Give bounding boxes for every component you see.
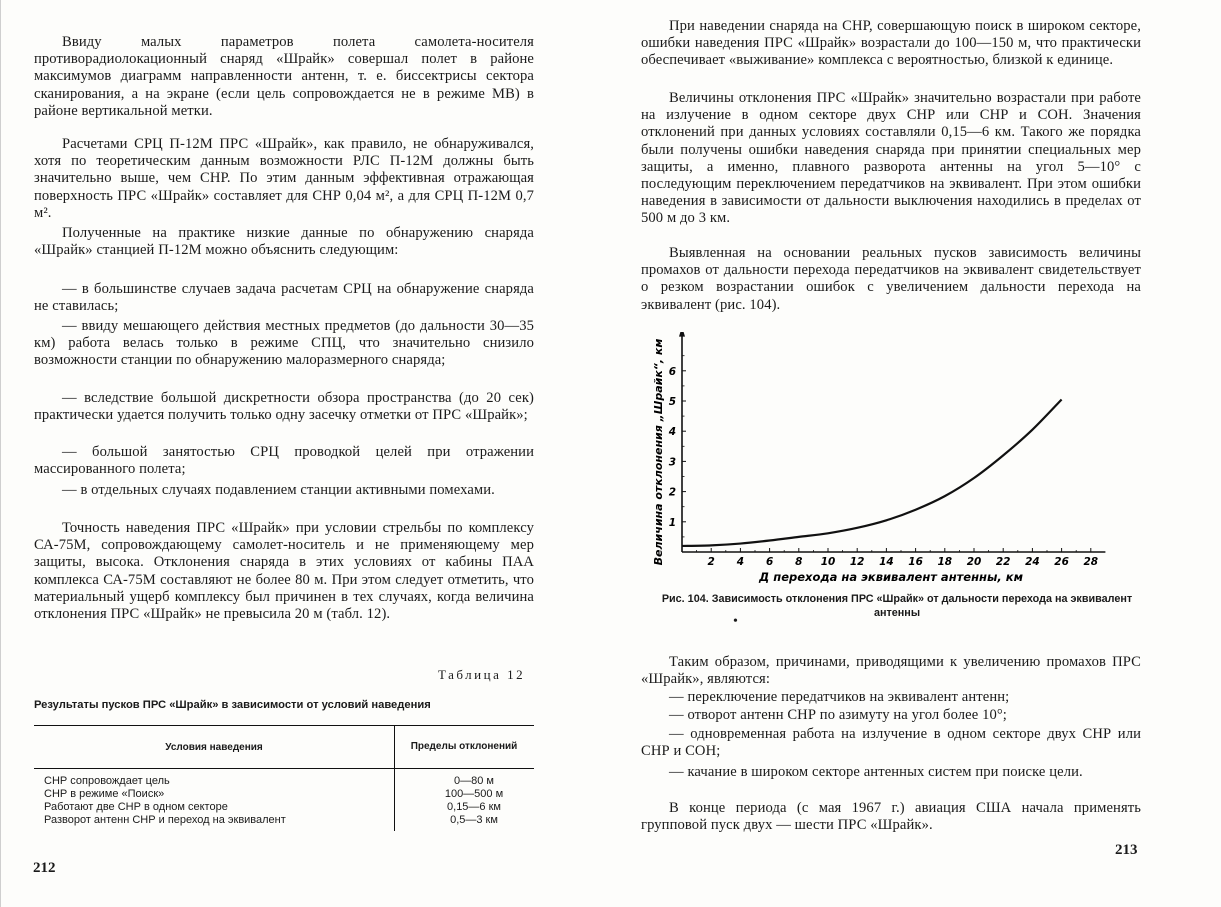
y-tick-label: 4 (668, 426, 676, 439)
y-tick-label: 1 (668, 516, 676, 529)
paragraph: — качание в широком секторе антенных систем при поиске цели. (669, 764, 1083, 780)
paragraph: Расчетами СРЦ П-12М ПРС «Шрайк», как правило, не обнаруживался, хотя по теоретическим данным возможности РЛС П-12М должны быть значительно выше, чем СНР. По этим данным эффективная отражающая поверхность ПРС «Шрайк» составляет для СНР 0,04 м², а для СРЦ П-12М 0,7 м². (34, 136, 534, 221)
paragraph: — переключение передатчиков на эквивалент антенн; (669, 689, 1010, 705)
paragraph: — ввиду мешающего действия местных предметов (до дальности 30—35 км) работа велась только в режиме СПЦ, что значительно снизило возможности станции по обнаружению малоразмерного снаряда; (34, 318, 534, 369)
paragraph: Точность наведения ПРС «Шрайк» при условии стрельбы по комплексу СА-75М, сопровождающему самолет-носитель и не применяющему мер защиты, высока. Отклонения снаряда в этих условиях от кабины ПАА комплекса СА-75М составляют не более 80 м. При этом следует отметить, что материальный ущерб комплексу был причинен в тех случаях, когда величина отклонения ПРС «Шрайк» не превысила 20 м (табл. 12). (34, 520, 534, 623)
figure-caption: Рис. 104. Зависимость отклонения ПРС «Шрайк» от дальности перехода на эквивалент антенны (661, 593, 1133, 619)
paragraph: Ввиду малых параметров полета самолета-носителя противорадиолокационный снаряд «Шрайк» совершал полет в районе максимумов диаграмм направленности антенн, т. е. биссектрисы сектора сканирования, а на экране (если цель сопровождается не в режиме МВ) в районе вертикальной метки. (34, 34, 534, 119)
table-cell-condition: Работают две СНР в одном секторе (44, 801, 228, 813)
table-header-ranges: Пределы отклонений (394, 726, 533, 768)
deviation-curve (682, 399, 1062, 545)
chart-x-axis-label: Д перехода на эквивалент антенны, км (759, 570, 1023, 584)
x-tick-label: 10 (820, 556, 836, 568)
x-tick-label: 26 (1054, 556, 1069, 568)
y-tick-label: 6 (668, 365, 676, 378)
table-cell-condition: СНР в режиме «Поиск» (44, 788, 165, 800)
page-number-right: 213 (1115, 842, 1138, 858)
y-axis-arrow (679, 332, 685, 337)
table-caption: Таблица 12 (438, 667, 526, 682)
paragraph: Выявленная на основании реальных пусков зависимость величины промахов от дальности перехода передатчиков на эквивалент свидетельствует о резком возрастании ошибок с увеличением дальности перехода на эквивалент (рис. 104). (641, 245, 1141, 313)
paragraph: — отворот антенн СНР по азимуту на угол более 10°; (669, 707, 1007, 723)
table-cell-range: 0,15—6 км (447, 801, 501, 813)
left-page (1, 0, 601, 907)
x-tick-label: 16 (908, 556, 923, 568)
table-row (44, 775, 524, 788)
table-cell-range: 0—80 м (454, 775, 494, 787)
x-tick-label: 24 (1025, 556, 1040, 568)
table-header-conditions: Условия наведения (165, 741, 263, 753)
table-body (34, 769, 534, 831)
table-row (44, 801, 524, 814)
paragraph: Величины отклонения ПРС «Шрайк» значительно возрастали при работе на излучение в одном секторе двух СНР или СНР и СОН. Значения отклонений при данных условиях составляли 0,15—6 км. Такого же порядка были получены ошибки наведения снаряда при принятии специальных мер защиты, а именно, плавного разворота антенны на угол 5—10° с последующим переключением передатчиков на эквивалент. При этом ошибки наведения в зависимости от дальности выключения находились в пределах от 500 м до 3 км. (641, 90, 1141, 227)
table-title: Результаты пусков ПРС «Шрайк» в зависимости от условий наведения (34, 699, 431, 711)
x-tick-label: 18 (937, 556, 953, 568)
paragraph: Полученные на практике низкие данные по обнаружению снаряда «Шрайк» станцией П-12М можно объяснить следующим: (34, 225, 534, 259)
paragraph: — вследствие большой дискретности обзора пространства (до 20 сек) практически удается получить только одну засечку отметки от ПРС «Шрайк»; (34, 390, 534, 424)
x-tick-label: 28 (1083, 556, 1099, 568)
y-tick-label: 3 (668, 456, 676, 469)
table-row (44, 814, 524, 827)
table-header-row (34, 726, 534, 769)
x-tick-label: 22 (995, 556, 1011, 568)
paragraph: Таким образом, причинами, приводящими к увеличению промахов ПРС «Шрайк», являются: (641, 654, 1141, 688)
paragraph: В конце периода (с мая 1967 г.) авиация США начала применять групповой пуск двух — шести ПРС «Шрайк». (641, 800, 1141, 834)
paragraph: При наведении снаряда на СНР, совершающую поиск в широком секторе, ошибки наведения ПРС «Шрайк» возрастали до 100—150 м, что практически обеспечивает «выживание» комплекса с вероятностью, близкой к единице. (641, 18, 1141, 69)
results-table (34, 725, 534, 831)
y-tick-label: 5 (668, 396, 676, 408)
x-tick-label: 14 (879, 556, 894, 568)
x-tick-label: 12 (849, 556, 865, 568)
table-cell-condition: СНР сопровождает цель (44, 775, 170, 787)
x-tick-label: 20 (966, 556, 982, 568)
paragraph: — большой занятостью СРЦ проводкой целей при отражении массированного полета; (34, 444, 534, 478)
y-tick-label: 2 (668, 486, 676, 499)
x-tick-label: 2 (707, 556, 715, 568)
chart-series (682, 399, 1062, 545)
table-cell-range: 0,5—3 км (450, 814, 498, 826)
page-number-left: 212 (33, 860, 56, 876)
deviation-chart (641, 332, 1111, 587)
table-row (44, 788, 524, 801)
paragraph: — в отдельных случаях подавлением станции активными помехами. (62, 482, 495, 498)
table-cell-condition: Разворот антенн СНР и переход на эквивалент (44, 814, 286, 826)
table-cell-range: 100—500 м (444, 788, 504, 800)
x-tick-label: 8 (795, 556, 803, 568)
chart-ticks (668, 356, 1098, 568)
chart-y-axis-label: Величина отклонения „Шрайк“, км (652, 338, 665, 566)
x-tick-label: 6 (765, 556, 774, 568)
bullet-mark: • (733, 614, 738, 629)
paragraph: — в большинстве случаев задача расчетам СРЦ на обнаружение снаряда не ставилась; (34, 281, 534, 315)
paragraph: — одновременная работа на излучение в одном секторе двух СНР или СНР и СОН; (641, 726, 1141, 760)
x-tick-label: 4 (736, 556, 745, 568)
